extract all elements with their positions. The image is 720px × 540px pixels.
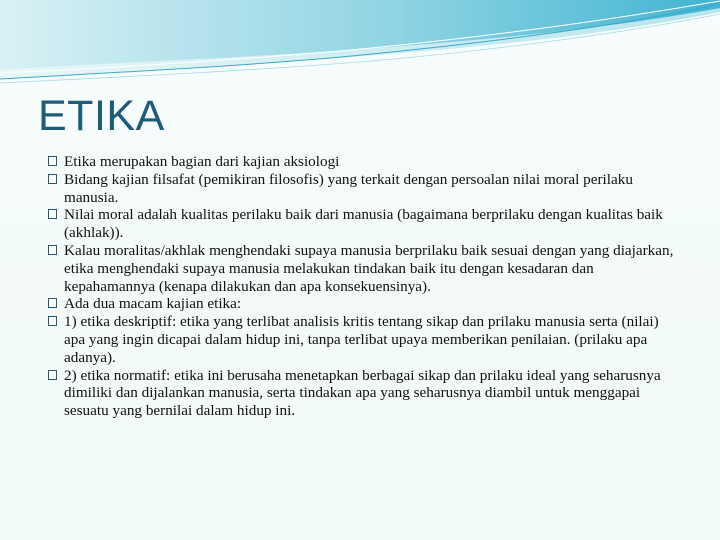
bullet-item — [48, 153, 680, 171]
slide-title: ETIKA — [38, 92, 165, 140]
square-bullet-icon — [48, 245, 57, 255]
bullet-item — [48, 367, 680, 420]
square-bullet-icon — [48, 209, 57, 219]
square-bullet-icon — [48, 156, 57, 166]
bullet-text: Etika merupakan bagian dari kajian aksiologi — [64, 153, 340, 170]
bullet-item — [48, 171, 680, 207]
bullet-item — [48, 242, 680, 295]
bullet-list — [48, 153, 680, 420]
bullet-item — [48, 295, 680, 313]
square-bullet-icon — [48, 316, 57, 326]
bullet-text: 1) etika deskriptif: etika yang terlibat analisis kritis tentang sikap dan prilaku manusia serta (nilai) apa yang ingin dicapai dalam hidup ini, tanpa terlibat upaya memberikan penilaian. (prilaku apa adanya). — [64, 313, 659, 366]
decorative-wave-header — [0, 0, 720, 90]
bullet-text: Kalau moralitas/akhlak menghendaki supaya manusia berprilaku baik sesuai dengan yang diajarkan, etika menghendaki supaya manusia melakukan tindakan baik itu dengan kesadaran dan kepahamannya (kenapa dilakukan dan apa konsekuensinya). — [64, 241, 674, 295]
bullet-text: Bidang kajian filsafat (pemikiran filosofis) yang terkait dengan persoalan nilai moral perilaku manusia. — [64, 170, 633, 206]
square-bullet-icon — [48, 370, 57, 380]
bullet-text: Ada dua macam kajian etika: — [64, 295, 242, 313]
bullet-text: Nilai moral adalah kualitas perilaku baik dari manusia (bagaimana berprilaku dengan kualitas baik (akhlak)). — [64, 206, 663, 242]
square-bullet-icon — [48, 174, 57, 184]
square-bullet-icon — [48, 298, 57, 308]
bullet-item — [48, 206, 680, 242]
bullet-text: 2) etika normatif: etika ini berusaha menetapkan berbagai sikap dan prilaku ideal yang seharusnya dimiliki dan dijalankan manusia, serta tindakan apa yang seharusnya diambil untuk menggapai sesuatu yang bernilai dalam hidup ini. — [64, 366, 661, 420]
bullet-item — [48, 313, 680, 366]
